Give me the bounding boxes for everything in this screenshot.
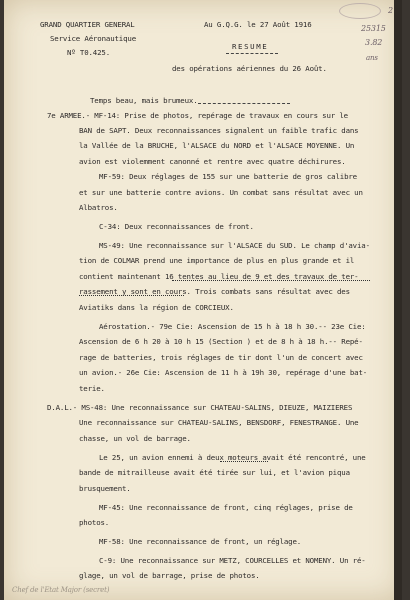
text-line: chasse, un vol de barrage. bbox=[79, 434, 191, 443]
text-line: rage de batteries, trois réglages de tir dont l'un de concert avec bbox=[79, 353, 363, 362]
handwritten-underline bbox=[220, 461, 268, 462]
text-line: terie. bbox=[79, 384, 105, 393]
text-line: rassement y sont en cours. Trois combats sans résultat avec des bbox=[79, 287, 350, 296]
text-line: Une reconnaissance sur CHATEAU-SALINS, BENSDORF, FENESTRANGE. Une bbox=[79, 418, 359, 427]
text-line: Le 25, un avion ennemi à deux moteurs avait été rencontré, une bbox=[99, 453, 366, 462]
weather-line: Temps beau, mais brumeux. bbox=[90, 96, 198, 105]
text-line: MS-49: Une reconnaissance sur l'ALSACE du SUD. Le champ d'avia- bbox=[99, 241, 370, 250]
handwritten-underline bbox=[79, 295, 184, 296]
text-line: la Vallée de la BRUCHE, l'ALSACE du NORD et l'ALSACE MOYENNE. Un bbox=[79, 141, 355, 150]
handwritten-underline bbox=[172, 280, 370, 281]
text-line: Ascension de 6 h 20 à 10 h 15 (Section ) et de 8 h à 18 h.-- Repé- bbox=[79, 337, 363, 346]
ink-stamp bbox=[339, 3, 381, 19]
margin-note-1: 2 bbox=[388, 6, 393, 15]
text-line: MF-45: Une reconnaissance de front, cinq réglages, prise de bbox=[99, 503, 353, 512]
document-number: Nº T0.425. bbox=[67, 48, 110, 57]
title-underline bbox=[226, 53, 278, 54]
service-line: Service Aéronautique bbox=[50, 34, 136, 43]
title-subtitle: des opérations aériennes du 26 Août. bbox=[172, 64, 327, 73]
text-line: Albatros. bbox=[79, 203, 118, 212]
text-line: Aviatiks dans la région de CORCIEUX. bbox=[79, 303, 234, 312]
text-line: un avion.- 26e Cie: Ascension de 11 h à 19h 30, repérage d'une bat- bbox=[79, 368, 368, 377]
text-line: avion est violemment canonné et rentre avec quatre déchirures. bbox=[79, 157, 346, 166]
hq-heading: GRAND QUARTIER GENERAL bbox=[40, 20, 135, 29]
text-line: Aérostation.- 79e Cie: Ascension de 15 h à 18 h 30.-- 23e Cie: bbox=[99, 322, 366, 331]
text-line: et sur une batterie contre avions. Un combat sans résultat avec un bbox=[79, 188, 363, 197]
text-line: tion de COLMAR prend une importance de plus en plus grande et il bbox=[79, 256, 355, 265]
text-line: photos. bbox=[79, 518, 110, 527]
text-line: D.A.L.- MS-48: Une reconnaissance sur CHATEAU-SALINS, DIEUZE, MAIZIERES bbox=[47, 403, 353, 412]
margin-note-4: ans bbox=[366, 54, 378, 62]
text-line: bande de mitrailleuse avait été tirée sur lui, et l'avion piqua bbox=[79, 468, 350, 477]
title-word: RESUME bbox=[232, 42, 269, 51]
pencil-footer-note: Chef de l'Etat Major (secret) bbox=[12, 586, 110, 594]
text-line: 7e ARMEE.- MF-14: Prise de photos, repérage de travaux en cours sur le bbox=[47, 111, 348, 120]
text-line: C-9: Une reconnaissance sur METZ, COURCELLES et NOMENY. Un ré- bbox=[99, 556, 366, 565]
dark-page-edge bbox=[394, 0, 402, 600]
weather-dashes bbox=[198, 103, 290, 104]
text-line: glage, un vol de barrage, prise de photos. bbox=[79, 571, 260, 580]
text-line: MF-59: Deux réglages de 155 sur une batterie de gros calibre bbox=[99, 172, 357, 181]
text-line: contient maintenant 16 tentes au lieu de 9 et des travaux de ter- bbox=[79, 272, 359, 281]
margin-note-3: 3.82 bbox=[365, 38, 383, 47]
text-line: MF-58: Une reconnaissance de front, un réglage. bbox=[99, 537, 302, 546]
text-line: brusquement. bbox=[79, 484, 131, 493]
margin-note-2: 25315 bbox=[361, 24, 386, 33]
text-line: C-34: Deux reconnaissances de front. bbox=[99, 222, 254, 231]
document-page bbox=[4, 0, 402, 600]
place-date: Au G.Q.G. le 27 Août 1916 bbox=[204, 20, 312, 29]
text-line: BAN de SAPT. Deux reconnaissances signalent un faible trafic dans bbox=[79, 126, 359, 135]
